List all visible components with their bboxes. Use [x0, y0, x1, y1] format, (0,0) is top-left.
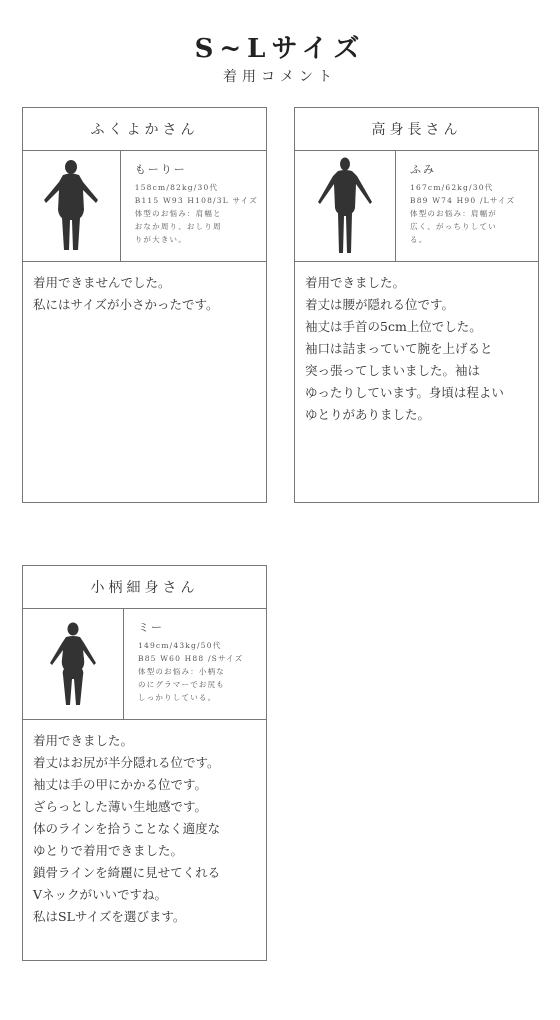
comment-line: ざらっとした薄い生地感です。: [33, 799, 208, 814]
comment-line: 私はSLサイズを選びます。: [33, 909, 186, 924]
comment-line: ゆとりがありました。: [305, 407, 431, 422]
body-worry-line: る。: [410, 235, 428, 244]
comment-line: 体のラインを拾うことなく適度な: [33, 821, 221, 836]
profile-section: [295, 151, 538, 262]
body-worry-line: りが大きい。: [134, 235, 187, 244]
page-subtitle: 着用コメント: [223, 69, 337, 85]
review-card-tall: [294, 107, 539, 503]
comment-line: 着用できました。: [33, 733, 134, 748]
body-silhouette-tall-icon: [295, 151, 396, 261]
comment-line: 袖丈は手首の5cm上位でした。: [305, 319, 482, 334]
reviewer-stats: 167cm/62kg/30代: [410, 183, 494, 192]
comment-line: 袖丈は手の甲にかかる位です。: [33, 777, 208, 792]
card-heading: 高身長さん: [295, 108, 538, 151]
comment-line: 着用できませんでした。: [33, 275, 171, 290]
comment-line: Vネックがいいですね。: [33, 887, 168, 902]
review-card-plump: [22, 107, 267, 503]
profile-info: [124, 609, 266, 719]
profile-info: [121, 151, 266, 261]
comment-line: 私にはサイズが小さかったです。: [33, 297, 219, 312]
profile-info: [396, 151, 538, 261]
body-worry-line: しっかりしている。: [138, 693, 217, 702]
reviewer-measurements: B85 W60 H88 /Sサイズ: [138, 654, 244, 663]
page-title: S~Lサイズ: [194, 34, 366, 64]
comment-line: 着丈は腰が隠れる位です。: [305, 297, 455, 312]
body-silhouette-full-icon: [23, 151, 121, 261]
body-worry-line: 体型のお悩み：肩幅が: [410, 209, 497, 218]
comment-line: 鎖骨ラインを綺麗に見せてくれる: [33, 865, 221, 880]
review-card-petite: [22, 565, 267, 961]
body-worry-line: のにグラマーでお尻も: [138, 680, 225, 689]
reviewer-measurements: B115 W93 H108/3L サイズ: [134, 196, 258, 205]
body-worry-line: 広く、がっちりしてい: [410, 222, 497, 231]
comment-line: 突っ張ってしまいました。袖は: [305, 363, 481, 378]
wear-comment: [295, 262, 538, 436]
reviewer-name: もーりー: [134, 163, 187, 176]
comment-line: ゆったりしています。身頃は程よい: [305, 385, 504, 400]
reviewer-stats: 158cm/82kg/30代: [134, 183, 219, 192]
reviewer-name: ミー: [138, 621, 164, 634]
comment-line: 着丈はお尻が半分隠れる位です。: [33, 755, 220, 770]
wear-comment: [23, 720, 266, 938]
card-heading: ふくよかさん: [23, 108, 266, 151]
comment-line: ゆとりで着用できました。: [33, 843, 184, 858]
comment-line: 着用できました。: [305, 275, 406, 290]
body-worry-line: 体型のお悩み：小柄な: [138, 667, 225, 676]
reviewer-measurements: B89 W74 H90 /Lサイズ: [410, 196, 516, 205]
body-worry-line: おなか周り、おしり周: [134, 222, 222, 231]
profile-section: [23, 609, 266, 720]
body-silhouette-petite-icon: [23, 609, 124, 719]
reviewer-stats: 149cm/43kg/50代: [138, 641, 222, 650]
comment-line: 袖口は詰まっていて腕を上げると: [305, 341, 493, 356]
body-worry-line: 体型のお悩み：肩幅と: [134, 209, 222, 218]
reviewer-name: ふみ: [410, 163, 436, 176]
wear-comment: [23, 262, 266, 326]
card-heading: 小柄細身さん: [23, 566, 266, 609]
profile-section: [23, 151, 266, 262]
